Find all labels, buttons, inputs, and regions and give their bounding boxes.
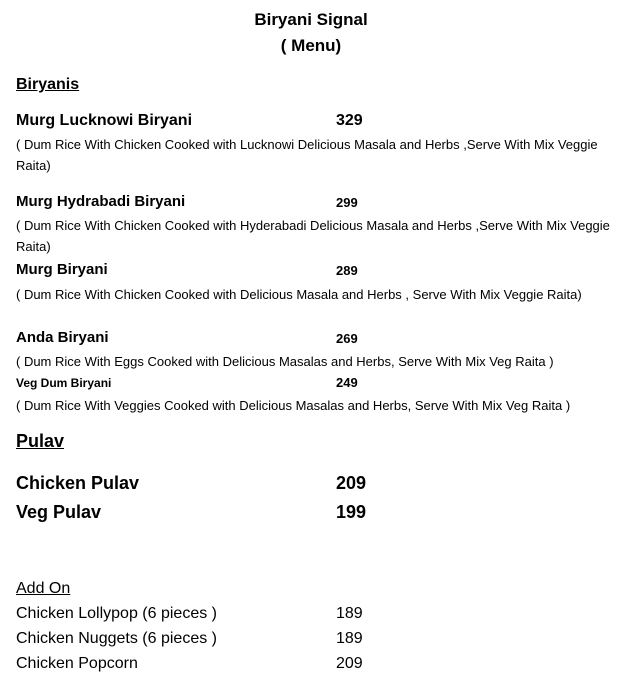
item-price: 209	[336, 473, 367, 493]
item-price: 189	[336, 630, 363, 647]
item-name: Veg Dum Biryani	[16, 376, 112, 390]
item-price: 299	[336, 195, 358, 210]
item-name: Murg Lucknowi Biryani	[16, 112, 193, 129]
item-name: Anda Biryani	[16, 329, 109, 346]
item-price: 329	[336, 112, 363, 129]
item-price: 269	[336, 331, 358, 346]
item-description: ( Dum Rice With Veggies Cooked with Delicious Masalas and Herbs, Serve With Mix Veg Raita )	[16, 398, 571, 413]
item-description: ( Dum Rice With Eggs Cooked with Delicious Masalas and Herbs, Serve With Mix Veg Raita )	[16, 354, 554, 369]
menu-subtitle: ( Menu)	[280, 36, 342, 55]
section-heading-add-on: Add On	[16, 580, 71, 597]
item-name: Veg Pulav	[16, 502, 102, 522]
item-price: 289	[336, 263, 358, 278]
item-description: ( Dum Rice With Chicken Cooked with Lucknowi Delicious Masala and Herbs ,Serve With Mix Veggie Raita)	[16, 137, 598, 173]
item-name: Chicken Lollypop (6 pieces )	[16, 605, 217, 622]
item-description: ( Dum Rice With Chicken Cooked with Delicious Masala and Herbs , Serve With Mix Veggie Raita)	[16, 287, 582, 302]
item-name: Chicken Nuggets (6 pieces )	[16, 630, 217, 647]
item-name: Chicken Pulav	[16, 473, 140, 493]
menu-title: Biryani Signal	[254, 10, 368, 29]
item-description: ( Dum Rice With Chicken Cooked with Hyderabadi Delicious Masala and Herbs ,Serve With Mix Veggie Raita)	[16, 218, 610, 254]
section-heading-pulav: Pulav	[16, 431, 65, 451]
item-name: Murg Biryani	[16, 261, 108, 278]
item-price: 249	[336, 375, 358, 390]
section-heading-biryanis: Biryanis	[16, 76, 80, 93]
item-price: 189	[336, 605, 363, 622]
item-name: Chicken Popcorn	[16, 655, 138, 672]
item-price: 199	[336, 502, 367, 522]
item-price: 209	[336, 655, 363, 672]
item-name: Murg Hydrabadi Biryani	[16, 193, 186, 210]
